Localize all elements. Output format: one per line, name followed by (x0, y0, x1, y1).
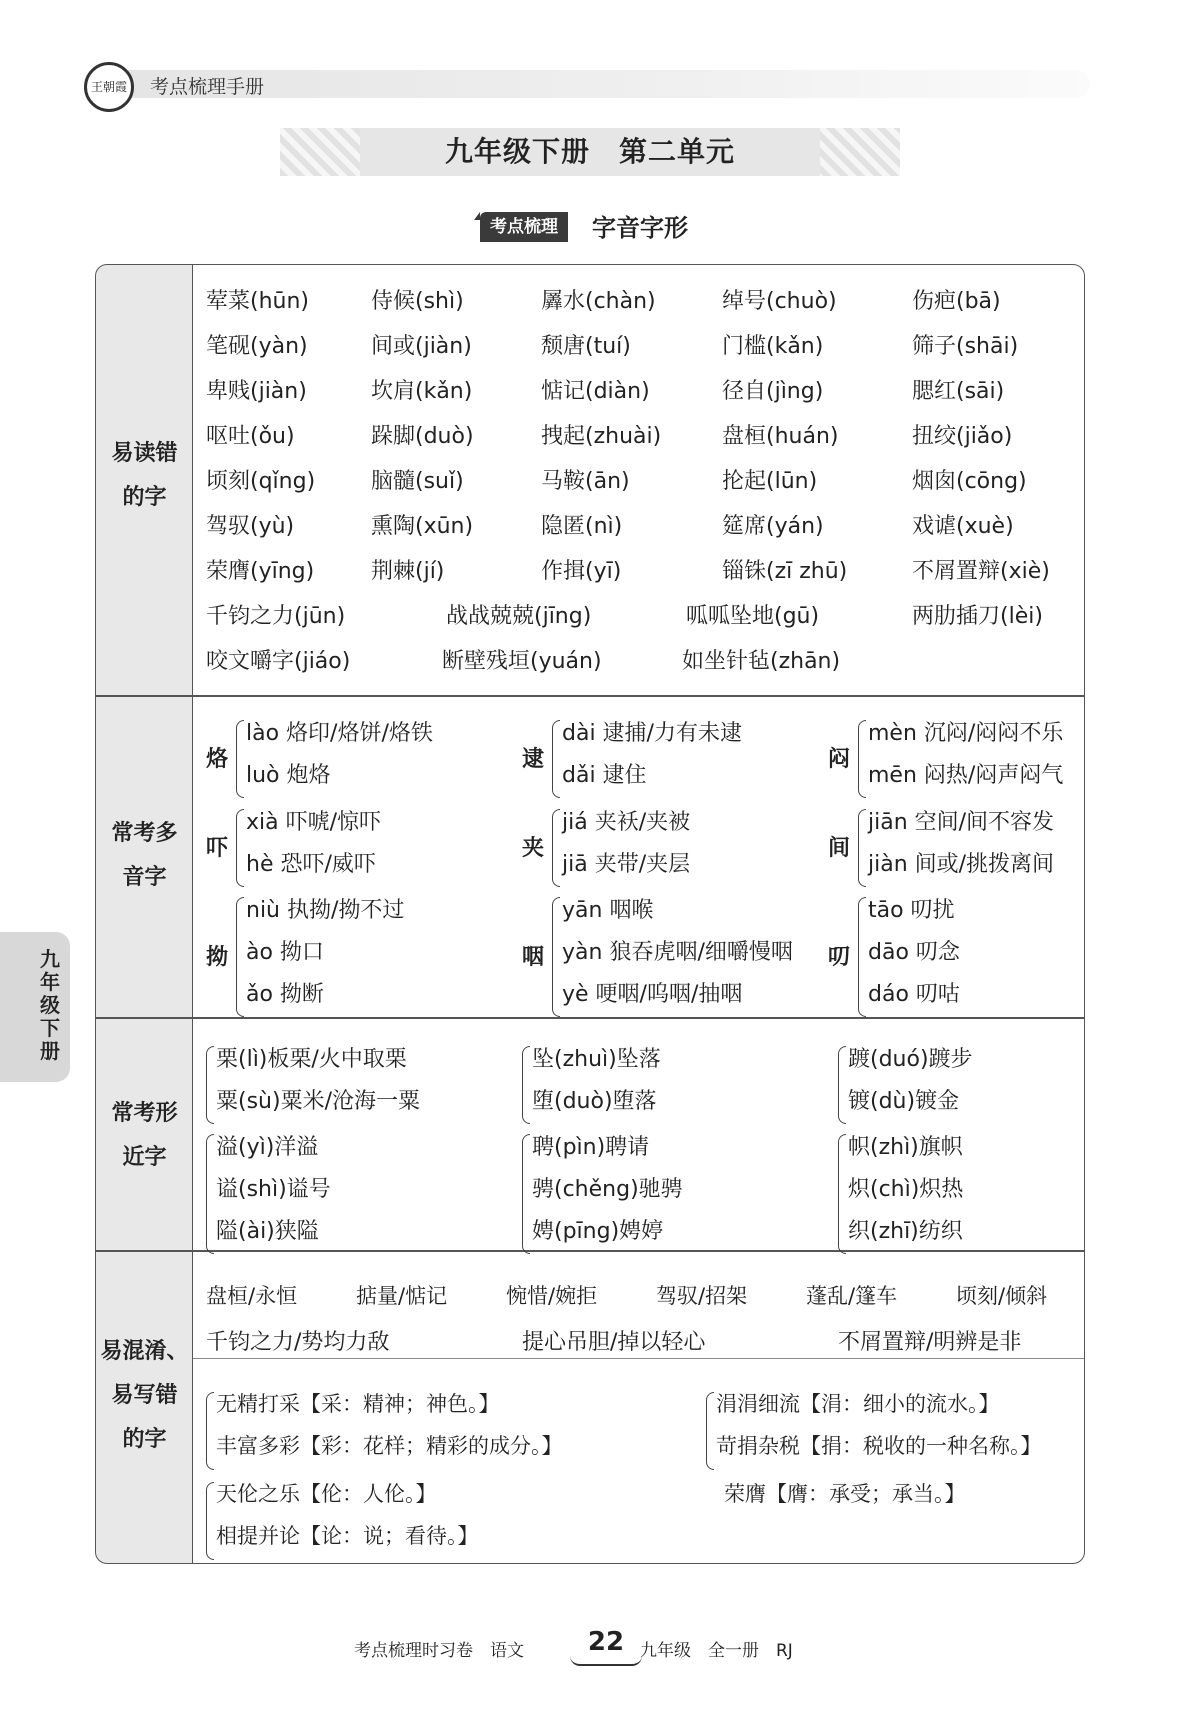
confuse-pair: 提心吊胆/掉以轻心 (522, 1330, 706, 1355)
read-item: 千钧之力(jūn) (206, 604, 346, 629)
read-item: 颓唐(tuí) (541, 334, 631, 359)
brace (838, 1134, 846, 1254)
section-tag: 考点梳理 (480, 212, 568, 242)
poly-char: 间 (828, 836, 851, 861)
similar-item: 骋(chěng)驰骋 (532, 1177, 683, 1202)
brand-text: 考点梳理手册 (150, 76, 265, 98)
similar-item: 织(zhī)纺织 (848, 1219, 963, 1244)
read-item: 马鞍(ān) (541, 469, 630, 494)
read-item: 间或(jiàn) (371, 334, 472, 359)
confuse-note: 涓涓细流【涓：细小的流水。】 (716, 1392, 1000, 1416)
read-item: 径自(jìng) (722, 379, 824, 404)
poly-char: 吓 (206, 836, 229, 861)
read-item: 隐匿(nì) (541, 514, 623, 539)
read-item: 烟囱(cōng) (912, 469, 1027, 494)
label-read: 易读错 的字 (111, 441, 178, 510)
read-item: 扭绞(jiǎo) (912, 424, 1013, 449)
confuse-pair: 盘桓/永恒 (206, 1284, 298, 1308)
poly-reading: yàn 狼吞虎咽/细嚼慢咽 (562, 940, 793, 965)
similar-item: 粟(sù)粟米/沧海一粟 (216, 1089, 420, 1114)
read-item: 驾驭(yù) (206, 514, 295, 539)
read-item: 荆棘(jí) (371, 559, 445, 584)
read-item: 锱铢(zī zhū) (722, 559, 848, 584)
poly-reading: lào 烙印/烙饼/烙铁 (246, 721, 433, 746)
brace (206, 1046, 214, 1124)
poly-char: 夹 (522, 836, 545, 861)
read-item: 咬文嚼字(jiáo) (206, 649, 351, 674)
read-item: 荤菜(hūn) (206, 289, 309, 314)
confuse-note: 荣膺【膺：承受；承当。】 (724, 1482, 966, 1506)
similar-item: 聘(pìn)聘请 (532, 1135, 650, 1160)
brace (838, 1046, 846, 1124)
page-title: 九年级下册 第二单元 (444, 135, 735, 168)
poly-reading: ào 拗口 (246, 940, 324, 965)
label-poly: 常考多 音字 (111, 821, 178, 890)
read-item: 顷刻(qǐng) (206, 469, 316, 494)
read-item: 羼水(chàn) (541, 289, 656, 314)
poly-reading: luò 炮烙 (246, 763, 331, 788)
similar-item: 娉(pīng)娉婷 (532, 1219, 664, 1244)
brace (858, 809, 866, 887)
poly-reading: dǎi 逮住 (562, 763, 647, 788)
read-item: 战战兢兢(jīng) (446, 604, 592, 629)
confuse-pair: 不屑置辩/明辨是非 (838, 1330, 1022, 1355)
poly-reading: mēn 闷热/闷声闷气 (868, 763, 1064, 788)
label-similar: 常考形 近字 (111, 1101, 178, 1170)
poly-char: 烙 (206, 747, 229, 772)
sub-divider (193, 1358, 1084, 1359)
read-item: 筵席(yán) (722, 514, 824, 539)
brace (236, 809, 244, 887)
poly-reading: yè 哽咽/呜咽/抽咽 (562, 982, 743, 1007)
similar-item: 踱(duó)踱步 (848, 1047, 973, 1072)
poly-char: 逮 (522, 747, 545, 772)
read-item: 断壁残垣(yuán) (442, 649, 602, 674)
read-item: 作揖(yī) (541, 559, 622, 584)
brace (522, 1046, 530, 1124)
similar-item: 溢(yì)洋溢 (216, 1135, 319, 1160)
poly-char: 拗 (206, 945, 229, 970)
similar-item: 谥(shì)谥号 (216, 1177, 331, 1202)
poly-char: 叨 (828, 945, 851, 970)
book-icon (570, 1656, 642, 1666)
read-item: 呕吐(ǒu) (206, 424, 295, 449)
read-item: 盘桓(huán) (722, 424, 839, 449)
similar-item: 隘(ài)狭隘 (216, 1219, 319, 1244)
poly-reading: jiàn 间或/挑拨离间 (868, 852, 1055, 877)
read-item: 抡起(lūn) (722, 469, 818, 494)
read-item: 腮红(sāi) (912, 379, 1005, 404)
poly-reading: dáo 叨咕 (868, 982, 960, 1007)
footer-right: 九年级 全一册 RJ (640, 1641, 793, 1661)
poly-reading: dài 逮捕/力有未逮 (562, 721, 742, 746)
row-divider (96, 695, 1084, 697)
read-item: 两肋插刀(lèi) (912, 604, 1043, 629)
row-divider (96, 1250, 1084, 1252)
read-item: 坎肩(kǎn) (371, 379, 473, 404)
poly-char: 咽 (522, 945, 545, 970)
poly-reading: jiā 夹带/夹层 (562, 852, 691, 877)
label-confuse: 易混淆、 易写错 的字 (100, 1339, 189, 1452)
read-item: 笔砚(yàn) (206, 334, 308, 359)
similar-item: 帜(zhì)旗帜 (848, 1135, 963, 1160)
page-number: 22 (587, 1627, 625, 1657)
confuse-pair: 千钧之力/势均力敌 (206, 1330, 390, 1355)
section-title: 字音字形 (592, 214, 688, 242)
confuse-pair: 驾驭/招架 (656, 1284, 748, 1308)
poly-reading: xià 吓唬/惊吓 (246, 810, 382, 835)
brace (206, 1134, 214, 1254)
similar-item: 堕(duò)堕落 (532, 1089, 657, 1114)
brace (552, 720, 560, 798)
read-item: 惦记(diàn) (541, 379, 650, 404)
confuse-pair: 蓬乱/篷车 (806, 1284, 898, 1308)
poly-reading: ǎo 拗断 (246, 982, 324, 1007)
confuse-note: 天伦之乐【伦：人伦。】 (216, 1482, 437, 1506)
confuse-pair: 掂量/惦记 (356, 1284, 448, 1308)
brace (552, 809, 560, 887)
read-item: 脑髓(suǐ) (371, 469, 464, 494)
read-item: 荣膺(yīng) (206, 559, 315, 584)
row-divider (96, 1017, 1084, 1019)
side-tab-label: 九年级下册 (40, 947, 60, 1063)
poly-reading: hè 恐吓/威吓 (246, 852, 376, 877)
poly-reading: mèn 沉闷/闷闷不乐 (868, 721, 1064, 746)
read-item: 卑贱(jiàn) (206, 379, 307, 404)
poly-reading: jiān 空间/间不容发 (868, 810, 1055, 835)
brace (522, 1134, 530, 1254)
similar-item: 炽(chì)炽热 (848, 1177, 964, 1202)
confuse-note: 苛捐杂税【捐：税收的一种名称。】 (716, 1434, 1042, 1458)
similar-item: 镀(dù)镀金 (848, 1089, 960, 1114)
confuse-note: 相提并论【论：说；看待。】 (216, 1524, 479, 1548)
brace (552, 897, 560, 1017)
poly-reading: dāo 叨念 (868, 940, 960, 965)
similar-item: 栗(lì)板栗/火中取栗 (216, 1047, 407, 1072)
read-item: 不屑置辩(xiè) (912, 559, 1050, 584)
similar-item: 坠(zhuì)坠落 (532, 1047, 661, 1072)
read-item: 戏谑(xuè) (912, 514, 1014, 539)
read-item: 拽起(zhuài) (541, 424, 662, 449)
read-item: 熏陶(xūn) (371, 514, 474, 539)
confuse-pair: 惋惜/婉拒 (506, 1284, 598, 1308)
read-item: 伤疤(bā) (912, 289, 1001, 314)
confuse-note: 丰富多彩【彩：花样；精彩的成分。】 (216, 1434, 563, 1458)
poly-reading: jiá 夹袄/夹被 (562, 810, 691, 835)
brace (706, 1392, 714, 1470)
brace (236, 720, 244, 798)
read-item: 呱呱坠地(gū) (686, 604, 820, 629)
read-item: 如坐针毡(zhān) (682, 649, 841, 674)
poly-reading: niù 执拗/拗不过 (246, 898, 405, 923)
brace (206, 1482, 214, 1560)
poly-reading: tāo 叨扰 (868, 898, 955, 923)
read-item: 门槛(kǎn) (722, 334, 824, 359)
confuse-note: 无精打采【采：精神；神色。】 (216, 1392, 500, 1416)
footer-left: 考点梳理时习卷 语文 (354, 1641, 524, 1661)
brace (236, 897, 244, 1017)
read-item: 跺脚(duò) (371, 424, 474, 449)
read-item: 侍候(shì) (371, 289, 464, 314)
read-item: 绰号(chuò) (722, 289, 837, 314)
poly-reading: yān 咽喉 (562, 898, 654, 923)
poly-char: 闷 (828, 747, 851, 772)
read-item: 筛子(shāi) (912, 334, 1019, 359)
logo: 王朝霞 (84, 62, 134, 112)
brace (858, 897, 866, 1017)
brace (858, 720, 866, 798)
brace (206, 1392, 214, 1470)
confuse-pair: 顷刻/倾斜 (956, 1284, 1048, 1308)
